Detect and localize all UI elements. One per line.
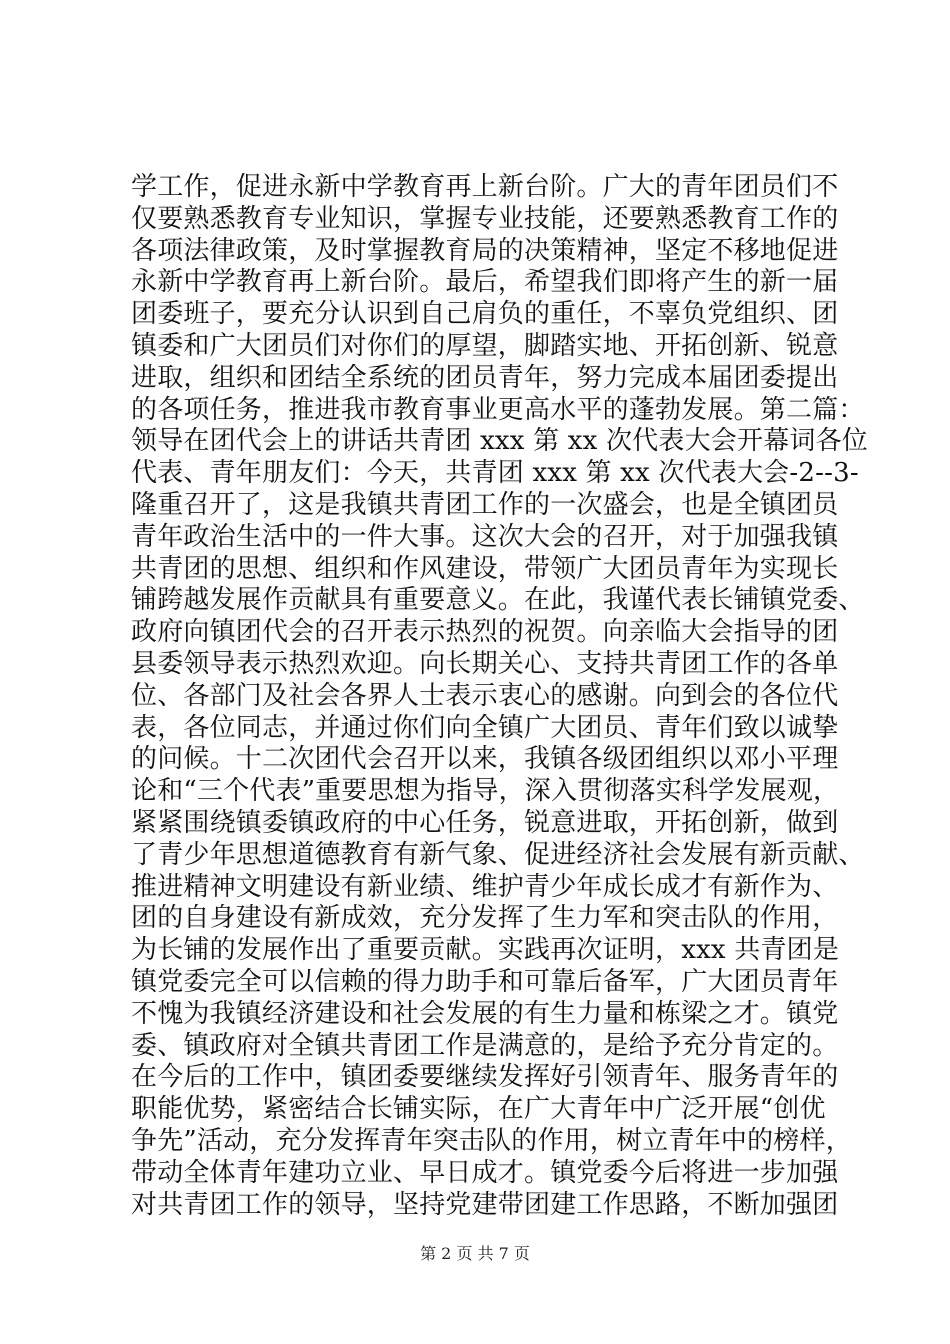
- text-line: 团委班子，要充分认识到自己肩负的重任，不辜负党组织、团: [131, 299, 839, 330]
- text-line: 进取，组织和团结全系统的团员青年，努力完成本届团委提出: [131, 362, 839, 393]
- text-line: 镇党委完全可以信赖的得力助手和可靠后备军，广大团员青年: [131, 966, 839, 997]
- text-line: 的问候。十二次团代会召开以来，我镇各级团组织以邓小平理: [131, 744, 839, 775]
- text-line: 带动全体青年建功立业、早日成才。镇党委今后将进一步加强: [131, 1157, 839, 1188]
- text-line: 各项法律政策，及时掌握教育局的决策精神，坚定不移地促进: [131, 235, 839, 266]
- text-line: 学工作，促进永新中学教育再上新台阶。广大的青年团员们不: [131, 172, 839, 202]
- text-line: 在今后的工作中，镇团委要继续发挥好引领青年、服务青年的: [131, 1062, 839, 1093]
- text-line: 对共青团工作的领导，坚持党建带团建工作思路，不断加强团: [131, 1189, 839, 1220]
- text-line: 仅要熟悉教育专业知识，掌握专业技能，还要熟悉教育工作的: [131, 203, 839, 234]
- text-line: 职能优势，紧密结合长铺实际，在广大青年中广泛开展“创优: [131, 1094, 826, 1125]
- text-line: 县委领导表示热烈欢迎。向长期关心、支持共青团工作的各单: [131, 648, 839, 679]
- text-line: 政府向镇团代会的召开表示热烈的祝贺。向亲临大会指导的团: [131, 617, 839, 648]
- text-line: 不愧为我镇经济建设和社会发展的有生力量和栋梁之才。镇党: [131, 998, 839, 1029]
- text-line: 表，各位同志，并通过你们向全镇广大团员、青年们致以诚挚: [131, 712, 839, 743]
- text-line: 了青少年思想道德教育有新气象、促进经济社会发展有新贡献、: [131, 839, 865, 870]
- text-line: 领导在团代会上的讲话共青团 xxx 第 xx 次代表大会开幕词各位: [131, 426, 868, 457]
- text-line: 位、各部门及社会各界人士表示衷心的感谢。向到会的各位代: [131, 680, 839, 711]
- text-line: 代表、青年朋友们：今天，共青团 xxx 第 xx 次代表大会-2--3-: [131, 458, 859, 489]
- text-line: 推进精神文明建设有新业绩、维护青少年成长成才有新作为、: [131, 871, 839, 902]
- text-line: 为长铺的发展作出了重要贡献。实践再次证明，xxx 共青团是: [131, 935, 840, 966]
- text-line: 紧紧围绕镇委镇政府的中心任务，锐意进取，开拓创新，做到: [131, 807, 839, 838]
- text-line: 铺跨越发展作贡献具有重要意义。在此，我谨代表长铺镇党委、: [131, 585, 865, 616]
- text-line: 青年政治生活中的一件大事。这次大会的召开，对于加强我镇: [131, 521, 839, 552]
- text-line: 永新中学教育再上新台阶。最后，希望我们即将产生的新一届: [131, 267, 839, 298]
- body-text: [131, 172, 868, 1221]
- text-line: 委、镇政府对全镇共青团工作是满意的，是给予充分肯定的。: [131, 1030, 839, 1061]
- text-line: 隆重召开了，这是我镇共青团工作的一次盛会，也是全镇团员: [131, 489, 839, 520]
- text-line: 论和“三个代表”重要思想为指导，深入贯彻落实科学发展观，: [131, 776, 840, 807]
- page-footer: 第 2 页 共 7 页: [420, 1244, 530, 1263]
- text-line: 团的自身建设有新成效，充分发挥了生力军和突击队的作用，: [131, 903, 839, 934]
- text-line: 共青团的思想、组织和作风建设，带领广大团员青年为实现长: [131, 553, 839, 584]
- text-line: 镇委和广大团员们对你们的厚望，脚踏实地、开拓创新、锐意: [131, 330, 839, 361]
- text-line: 的各项任务，推进我市教育事业更高水平的蓬勃发展。第二篇：: [131, 394, 865, 425]
- text-line: 争先”活动，充分发挥青年突击队的作用，树立青年中的榜样，: [131, 1125, 852, 1156]
